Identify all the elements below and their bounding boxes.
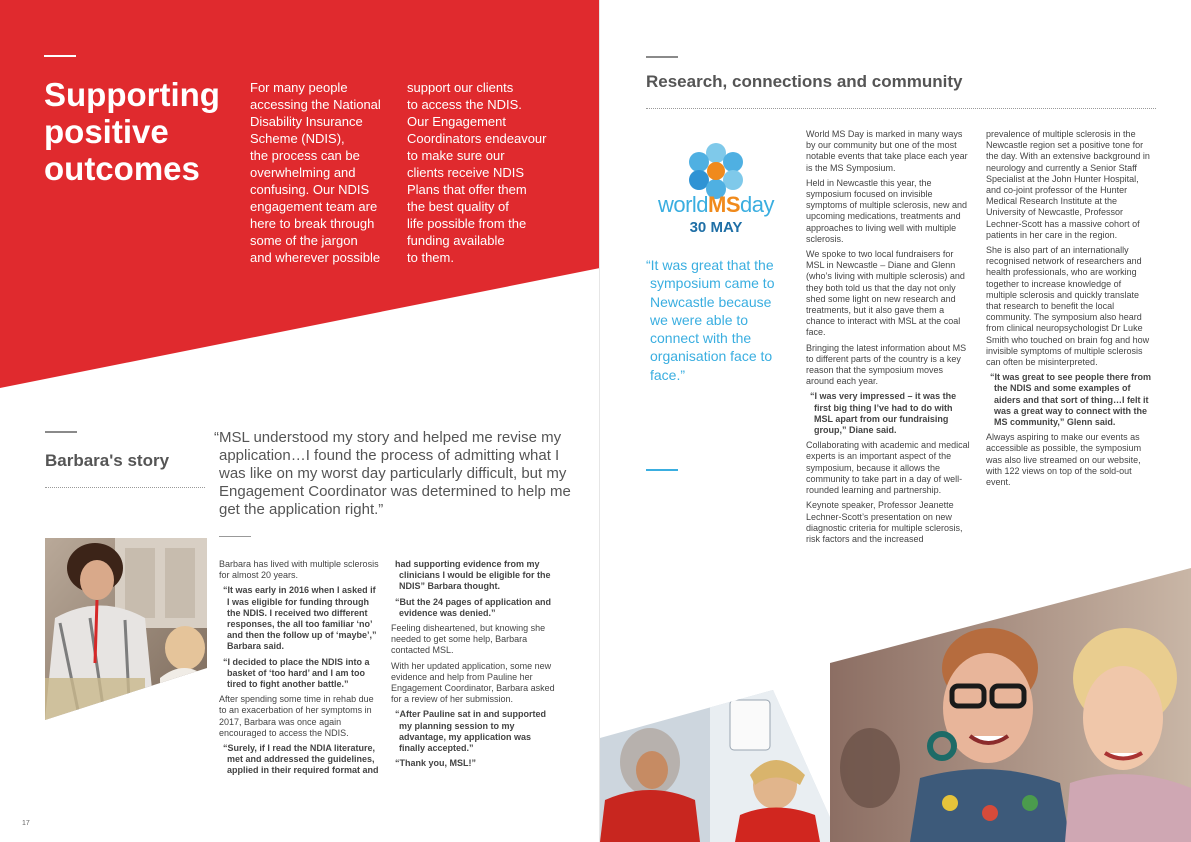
quote-rule (219, 536, 251, 537)
article-quote: “I was very impressed – it was the first big thing I’ve had to do with MSL apart from our fundraising group,” Diane said. (810, 391, 957, 436)
article-paragraph: Always aspiring to make our events as accessible as possible, the symposium was also live streamed on our website, with 122 views on top of the sold-out event. (986, 432, 1142, 488)
story-pull-quote: “MSL understood my story and helped me revise my application…I found the process of admitting what I was like on my worst day particularly difficult, but my Engagement Coordinator was determined to help me get the application right.” (214, 429, 571, 518)
story-divider (45, 487, 205, 488)
story-paragraph: With her updated application, some new evidence and help from Pauline her Engagement Coordinator, Barbara asked for a review of her submission. (391, 660, 555, 705)
article-paragraph: prevalence of multiple sclerosis in the Newcastle region set a positive tone for the day. With an extensive background in neurology and currently a Senior Staff Specialist at the John Hunter Hospital, and co-joint professor of the Hunter Medical Research Institute at the University of Newcastle, Professor Lechner-Scott has a massive cohort of patients in her care in the region. (986, 129, 1150, 240)
story-paragraph: Feeling disheartened, but knowing she needed to get some help, Barbara contacted MSL. (391, 623, 546, 656)
article-quote: “It was great to see people there from the NDIS and some examples of aiders and that sort of thing…I felt it was a great way to connect with the MS community,” Glenn said. (990, 372, 1152, 428)
pull-quote-rule (646, 469, 678, 471)
page-title: Supporting positive outcomes (44, 76, 220, 187)
title-rule (44, 55, 76, 57)
article-paragraph: Collaborating with academic and medical experts is an important aspect of the symposium, because it allows the community to take part in a day of well-rounded learning and partnership. (806, 440, 970, 496)
story-column-2 (391, 559, 556, 773)
symposium-photo-1 (600, 690, 841, 842)
story-heading: Barbara's story (45, 451, 170, 470)
logo-wordmark (646, 192, 786, 218)
article-column-2 (986, 129, 1154, 492)
article-paragraph: Bringing the latest information about MS to different parts of the country is a key reason that the symposium moves around each year. (806, 342, 967, 387)
article-paragraph: Held in Newcastle this year, the symposium focused on invisible symptoms of multiple sclerosis, new and upcoming medications, treatments and approaches to living well with multiple sclerosis. (806, 177, 968, 244)
logo-word-day: day (740, 192, 775, 217)
article-column-1 (806, 129, 972, 549)
story-quote: had supporting evidence from my clinicians I would be eligible for the NDIS” Barbara thought. (395, 559, 551, 592)
heading-rule (646, 56, 678, 58)
story-paragraph: Barbara has lived with multiple sclerosis for almost 20 years. (219, 559, 379, 581)
story-column-1 (219, 559, 379, 781)
heading-divider (646, 108, 1156, 109)
story-quote: “Thank you, MSL!” (395, 758, 476, 769)
story-quote: “It was early in 2016 when I asked if I was eligible for funding through the NDIS. I received two different responses, the all too familiar ‘no’ and then the follow up of ‘maybe’,” Barbara said. (223, 585, 377, 652)
story-quote: “Surely, if I read the NDIA literature, met and addressed the guidelines, applied in their required format and (223, 743, 379, 776)
page-number: 17 (22, 820, 30, 827)
article-paragraph: World MS Day is marked in many ways by our community but one of the most notable events that take place each year is the MS Symposium. (806, 129, 968, 173)
section-heading: Research, connections and community (646, 72, 963, 91)
story-rule (45, 431, 77, 433)
barbara-photo (45, 538, 207, 720)
symposium-photo-2 (830, 568, 1191, 842)
article-paragraph: We spoke to two local fundraisers for MSL in Newcastle – Diane and Glenn (who’s living with multiple sclerosis) and they both told us that the day not only shed some light on new research and treatments, but it also gave them a chance to interact with MSL at the coal face. (806, 249, 965, 338)
intro-column-2: support our clients to access the NDIS. Our Engagement Coordinators endeavour to make sure our clients receive NDIS Plans that offer them the best quality of life possible from the funding available to them. (407, 80, 547, 265)
article-paragraph: Keynote speaker, Professor Jeanette Lechner-Scott’s presentation on new diagnostic criteria for multiple sclerosis, risk factors and the increased (806, 500, 963, 544)
story-paragraph: After spending some time in rehab due to an exacerbation of her symptoms in 2017, Barbara was once again encouraged to access the NDIS. (219, 694, 374, 738)
logo-date: 30 MAY (689, 219, 743, 236)
logo-word-world: world (657, 192, 709, 217)
symposium-pull-quote: “It was great that the symposium came to Newcastle because we were able to connect with the organisation face to face.” (646, 257, 775, 383)
story-quote: “But the 24 pages of application and evidence was denied.” (395, 596, 552, 618)
article-paragraph: She is also part of an internationally recognised network of researchers and health professionals, who are working together to increase knowledge of multiple sclerosis and quickly translate that research to benefit the local community. The symposium also heard from clinical neuropsychologist Dr Luke Smith who touched on brain fog and how invisible symptoms of multiple sclerosis can often be misinterpreted. (986, 245, 1150, 368)
story-quote: “After Pauline sat in and supported my planning session to my advantage, my application was finally accepted.” (395, 709, 547, 754)
intro-column-1: For many people accessing the National Disability Insurance Scheme (NDIS), the process can be overwhelming and confusing. Our NDIS engagement team are here to break through some of the jargon and wherever possible (250, 80, 381, 265)
logo-word-ms: MS (708, 192, 741, 217)
story-quote: “I decided to place the NDIS into a basket of ‘too hard’ and I am too tired to fight another battle.” (223, 656, 370, 690)
